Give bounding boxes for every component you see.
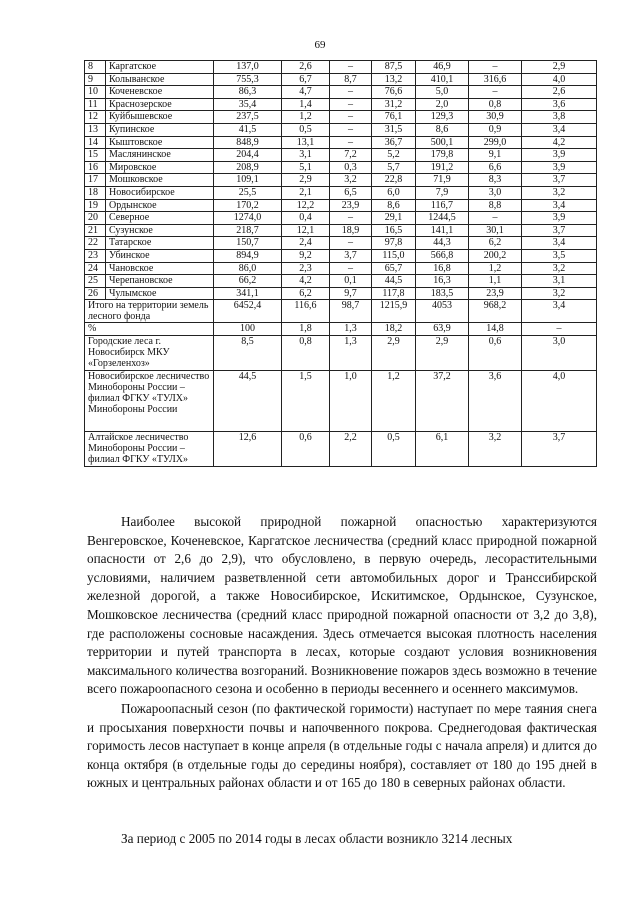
- value-cell: 237,5: [214, 111, 282, 124]
- value-cell: 14,8: [469, 323, 522, 336]
- value-cell: 31,5: [372, 123, 416, 136]
- row-number-cell: 21: [85, 224, 106, 237]
- value-cell: 100: [214, 323, 282, 336]
- value-cell: 6452,4: [214, 300, 282, 323]
- row-number-cell: 22: [85, 237, 106, 250]
- value-cell: 2,9: [282, 174, 330, 187]
- value-cell: 3,7: [522, 224, 597, 237]
- table-row: [85, 287, 597, 300]
- value-cell: 1,2: [372, 371, 416, 432]
- value-cell: 1,0: [330, 371, 372, 432]
- forestry-name-cell: Черепановское: [106, 275, 214, 288]
- value-cell: 3,9: [522, 149, 597, 162]
- value-cell: 137,0: [214, 61, 282, 74]
- value-cell: 5,0: [416, 86, 469, 99]
- value-cell: 2,6: [282, 61, 330, 74]
- forestry-name-cell: Чулымское: [106, 287, 214, 300]
- value-cell: –: [330, 237, 372, 250]
- table-row: [85, 61, 597, 74]
- table-summary-row: [85, 432, 597, 467]
- row-number-cell: 20: [85, 212, 106, 225]
- value-cell: 44,3: [416, 237, 469, 250]
- table-row: [85, 262, 597, 275]
- value-cell: 4,2: [282, 275, 330, 288]
- value-cell: 16,3: [416, 275, 469, 288]
- paragraph-1: Наиболее высокой природной пожарной опасностью характеризуются Венгеровское, Коченевское, Каргатское лесничества (средний класс природной пожарной опасности от 2,6 до 2,9), что обусловлено, в первую очередь, лесорастительными условиями, наличием разветвленной сети автомобильных дорог и Транссибирской железной дорогой, а также Новосибирское, Искитимское, Ордынское, Сузунское, Мошковское лесничества (средний класс природной пожарной опасности от 3,2 до 3,8), где расположены сосновые насаждения. Здесь отмечается высокая плотность населения территории и путей транспорта в лесах, которые создают условия возникновения максимального количества возгораний. Возникновение пожаров здесь возможно в течение всего пожароопасного сезона и особенно в периоды весеннего и осеннего максимумов.: [87, 514, 597, 697]
- value-cell: 3,1: [522, 275, 597, 288]
- value-cell: –: [330, 212, 372, 225]
- value-cell: 1,2: [469, 262, 522, 275]
- table-row: [85, 86, 597, 99]
- table-row: [85, 136, 597, 149]
- value-cell: 3,7: [330, 249, 372, 262]
- row-number-cell: 16: [85, 161, 106, 174]
- value-cell: 3,0: [469, 186, 522, 199]
- value-cell: 2,9: [522, 61, 597, 74]
- value-cell: 97,8: [372, 237, 416, 250]
- value-cell: –: [469, 86, 522, 99]
- value-cell: 8,6: [372, 199, 416, 212]
- table-row: [85, 199, 597, 212]
- value-cell: 30,9: [469, 111, 522, 124]
- page-number: 69: [314, 39, 326, 51]
- value-cell: 6,2: [282, 287, 330, 300]
- value-cell: 150,7: [214, 237, 282, 250]
- value-cell: 1,4: [282, 98, 330, 111]
- value-cell: 66,2: [214, 275, 282, 288]
- value-cell: 3,9: [522, 161, 597, 174]
- table-row: [85, 249, 597, 262]
- summary-label-cell: Итого на территории земель лесного фонда: [85, 300, 214, 323]
- value-cell: 4053: [416, 300, 469, 323]
- forestry-name-cell: Каргатское: [106, 61, 214, 74]
- row-number-cell: 24: [85, 262, 106, 275]
- value-cell: 129,3: [416, 111, 469, 124]
- value-cell: 500,1: [416, 136, 469, 149]
- value-cell: 18,2: [372, 323, 416, 336]
- row-number-cell: 25: [85, 275, 106, 288]
- value-cell: 6,2: [469, 237, 522, 250]
- value-cell: 13,1: [282, 136, 330, 149]
- value-cell: 848,9: [214, 136, 282, 149]
- value-cell: 2,3: [282, 262, 330, 275]
- row-number-cell: 11: [85, 98, 106, 111]
- forestry-name-cell: Колыванское: [106, 73, 214, 86]
- value-cell: 37,2: [416, 371, 469, 432]
- value-cell: 98,7: [330, 300, 372, 323]
- forestry-name-cell: Сузунское: [106, 224, 214, 237]
- value-cell: 4,0: [522, 73, 597, 86]
- summary-label-cell: Новосибирское лесничество Минобороны России – филиал ФГКУ «ТУЛХ» Минобороны России: [85, 371, 214, 432]
- value-cell: –: [330, 111, 372, 124]
- value-cell: 86,0: [214, 262, 282, 275]
- value-cell: 2,1: [282, 186, 330, 199]
- value-cell: 31,2: [372, 98, 416, 111]
- table-row: [85, 73, 597, 86]
- value-cell: –: [330, 136, 372, 149]
- value-cell: 36,7: [372, 136, 416, 149]
- summary-label-cell: Алтайское лесничество Минобороны России – филиал ФГКУ «ТУЛХ»: [85, 432, 214, 467]
- value-cell: 170,2: [214, 199, 282, 212]
- value-cell: 16,8: [416, 262, 469, 275]
- value-cell: 3,4: [522, 300, 597, 323]
- value-cell: 0,3: [330, 161, 372, 174]
- table-row: [85, 111, 597, 124]
- value-cell: 2,2: [330, 432, 372, 467]
- value-cell: –: [330, 123, 372, 136]
- value-cell: 6,0: [372, 186, 416, 199]
- table-row: [85, 212, 597, 225]
- summary-label-cell: Городские леса г. Новосибирск МКУ «Горзеленхоз»: [85, 336, 214, 371]
- forestry-name-cell: Куйбышевское: [106, 111, 214, 124]
- value-cell: 6,7: [282, 73, 330, 86]
- forestry-name-cell: Маслянинское: [106, 149, 214, 162]
- value-cell: 894,9: [214, 249, 282, 262]
- value-cell: –: [330, 86, 372, 99]
- forestry-name-cell: Коченевское: [106, 86, 214, 99]
- table-summary-row: [85, 323, 597, 336]
- value-cell: 3,4: [522, 199, 597, 212]
- value-cell: 65,7: [372, 262, 416, 275]
- table-row: [85, 237, 597, 250]
- value-cell: 1,1: [469, 275, 522, 288]
- forestry-name-cell: Ордынское: [106, 199, 214, 212]
- value-cell: 0,5: [282, 123, 330, 136]
- value-cell: 2,9: [372, 336, 416, 371]
- value-cell: 5,2: [372, 149, 416, 162]
- value-cell: –: [330, 262, 372, 275]
- value-cell: 141,1: [416, 224, 469, 237]
- value-cell: 0,9: [469, 123, 522, 136]
- value-cell: 410,1: [416, 73, 469, 86]
- value-cell: 76,6: [372, 86, 416, 99]
- value-cell: 4,7: [282, 86, 330, 99]
- value-cell: 2,6: [522, 86, 597, 99]
- value-cell: 46,9: [416, 61, 469, 74]
- value-cell: 299,0: [469, 136, 522, 149]
- value-cell: 3,7: [522, 432, 597, 467]
- value-cell: 7,2: [330, 149, 372, 162]
- value-cell: 29,1: [372, 212, 416, 225]
- table-summary-row: [85, 300, 597, 323]
- paragraph-3: За период с 2005 по 2014 годы в лесах области возникло 3214 лесных: [121, 831, 513, 846]
- value-cell: 23,9: [330, 199, 372, 212]
- value-cell: 3,5: [522, 249, 597, 262]
- row-number-cell: 14: [85, 136, 106, 149]
- value-cell: –: [469, 61, 522, 74]
- value-cell: 2,9: [416, 336, 469, 371]
- value-cell: 7,9: [416, 186, 469, 199]
- value-cell: 115,0: [372, 249, 416, 262]
- value-cell: 191,2: [416, 161, 469, 174]
- value-cell: 200,2: [469, 249, 522, 262]
- value-cell: –: [330, 98, 372, 111]
- value-cell: 109,1: [214, 174, 282, 187]
- value-cell: 179,8: [416, 149, 469, 162]
- value-cell: 218,7: [214, 224, 282, 237]
- value-cell: 3,6: [469, 371, 522, 432]
- table-row: [85, 149, 597, 162]
- value-cell: 183,5: [416, 287, 469, 300]
- value-cell: 87,5: [372, 61, 416, 74]
- value-cell: 3,4: [522, 237, 597, 250]
- value-cell: 12,6: [214, 432, 282, 467]
- value-cell: 25,5: [214, 186, 282, 199]
- row-number-cell: 17: [85, 174, 106, 187]
- table-row: [85, 98, 597, 111]
- forestry-name-cell: Купинское: [106, 123, 214, 136]
- value-cell: 30,1: [469, 224, 522, 237]
- value-cell: 86,3: [214, 86, 282, 99]
- row-number-cell: 19: [85, 199, 106, 212]
- value-cell: –: [330, 61, 372, 74]
- value-cell: 755,3: [214, 73, 282, 86]
- value-cell: 4,0: [522, 371, 597, 432]
- value-cell: 35,4: [214, 98, 282, 111]
- value-cell: 23,9: [469, 287, 522, 300]
- value-cell: 3,4: [522, 123, 597, 136]
- value-cell: 0,4: [282, 212, 330, 225]
- value-cell: 9,7: [330, 287, 372, 300]
- forestry-name-cell: Северное: [106, 212, 214, 225]
- table-row: [85, 275, 597, 288]
- table-row: [85, 123, 597, 136]
- value-cell: 1244,5: [416, 212, 469, 225]
- row-number-cell: 10: [85, 86, 106, 99]
- value-cell: 3,2: [522, 262, 597, 275]
- value-cell: 16,5: [372, 224, 416, 237]
- value-cell: 3,7: [522, 174, 597, 187]
- row-number-cell: 8: [85, 61, 106, 74]
- value-cell: 1,3: [330, 336, 372, 371]
- value-cell: 44,5: [372, 275, 416, 288]
- value-cell: 116,7: [416, 199, 469, 212]
- value-cell: 116,6: [282, 300, 330, 323]
- value-cell: 13,2: [372, 73, 416, 86]
- value-cell: 5,1: [282, 161, 330, 174]
- value-cell: 8,6: [416, 123, 469, 136]
- summary-label-cell: %: [85, 323, 214, 336]
- value-cell: 0,6: [469, 336, 522, 371]
- value-cell: 1,5: [282, 371, 330, 432]
- forestry-name-cell: Татарское: [106, 237, 214, 250]
- value-cell: 71,9: [416, 174, 469, 187]
- value-cell: 12,2: [282, 199, 330, 212]
- value-cell: 3,2: [469, 432, 522, 467]
- value-cell: 204,4: [214, 149, 282, 162]
- table-row: [85, 174, 597, 187]
- forestry-name-cell: Кыштовское: [106, 136, 214, 149]
- row-number-cell: 9: [85, 73, 106, 86]
- value-cell: 1,8: [282, 323, 330, 336]
- forestry-name-cell: Чановское: [106, 262, 214, 275]
- value-cell: 76,1: [372, 111, 416, 124]
- value-cell: 3,0: [522, 336, 597, 371]
- table-row: [85, 224, 597, 237]
- value-cell: –: [469, 212, 522, 225]
- row-number-cell: 26: [85, 287, 106, 300]
- forestry-name-cell: Убинское: [106, 249, 214, 262]
- value-cell: 3,1: [282, 149, 330, 162]
- value-cell: 208,9: [214, 161, 282, 174]
- value-cell: 8,8: [469, 199, 522, 212]
- value-cell: 1215,9: [372, 300, 416, 323]
- value-cell: 117,8: [372, 287, 416, 300]
- value-cell: 4,2: [522, 136, 597, 149]
- value-cell: 1,3: [330, 323, 372, 336]
- value-cell: 12,1: [282, 224, 330, 237]
- value-cell: 0,5: [372, 432, 416, 467]
- value-cell: 2,0: [416, 98, 469, 111]
- table-summary-row: [85, 371, 597, 432]
- fire-hazard-table: [84, 60, 597, 467]
- value-cell: 22,8: [372, 174, 416, 187]
- value-cell: 8,5: [214, 336, 282, 371]
- value-cell: 316,6: [469, 73, 522, 86]
- value-cell: 3,8: [522, 111, 597, 124]
- value-cell: 0,8: [469, 98, 522, 111]
- value-cell: 0,8: [282, 336, 330, 371]
- value-cell: 0,6: [282, 432, 330, 467]
- value-cell: 1,2: [282, 111, 330, 124]
- row-number-cell: 23: [85, 249, 106, 262]
- forestry-name-cell: Новосибирское: [106, 186, 214, 199]
- value-cell: 8,3: [469, 174, 522, 187]
- forestry-name-cell: Мировское: [106, 161, 214, 174]
- value-cell: 3,2: [522, 186, 597, 199]
- value-cell: 44,5: [214, 371, 282, 432]
- value-cell: 18,9: [330, 224, 372, 237]
- row-number-cell: 12: [85, 111, 106, 124]
- value-cell: 63,9: [416, 323, 469, 336]
- value-cell: 3,9: [522, 212, 597, 225]
- value-cell: 6,1: [416, 432, 469, 467]
- table-row: [85, 161, 597, 174]
- value-cell: 2,4: [282, 237, 330, 250]
- value-cell: 0,1: [330, 275, 372, 288]
- value-cell: 6,5: [330, 186, 372, 199]
- value-cell: 566,8: [416, 249, 469, 262]
- value-cell: 41,5: [214, 123, 282, 136]
- value-cell: 6,6: [469, 161, 522, 174]
- value-cell: 3,6: [522, 98, 597, 111]
- value-cell: 341,1: [214, 287, 282, 300]
- paragraph-2: Пожароопасный сезон (по фактической горимости) наступает по мере таяния снега и просыхания поверхности почвы и напочвенного покрова. Среднегодовая фактическая горимость лесов наступает в конце апреля (в отдельные годы с начала апреля) и длится до конца октября (в отдельные годы до середины ноября), составляет от 180 до 195 дней в южных и центральных районах области и от 165 до 180 в северных районах области.: [87, 701, 597, 791]
- value-cell: –: [522, 323, 597, 336]
- row-number-cell: 13: [85, 123, 106, 136]
- value-cell: 968,2: [469, 300, 522, 323]
- value-cell: 8,7: [330, 73, 372, 86]
- table-summary-row: [85, 336, 597, 371]
- table-row: [85, 186, 597, 199]
- value-cell: 9,1: [469, 149, 522, 162]
- forestry-name-cell: Краснозерское: [106, 98, 214, 111]
- value-cell: 1274,0: [214, 212, 282, 225]
- value-cell: 9,2: [282, 249, 330, 262]
- forestry-name-cell: Мошковское: [106, 174, 214, 187]
- row-number-cell: 15: [85, 149, 106, 162]
- value-cell: 3,2: [330, 174, 372, 187]
- row-number-cell: 18: [85, 186, 106, 199]
- value-cell: 3,2: [522, 287, 597, 300]
- value-cell: 5,7: [372, 161, 416, 174]
